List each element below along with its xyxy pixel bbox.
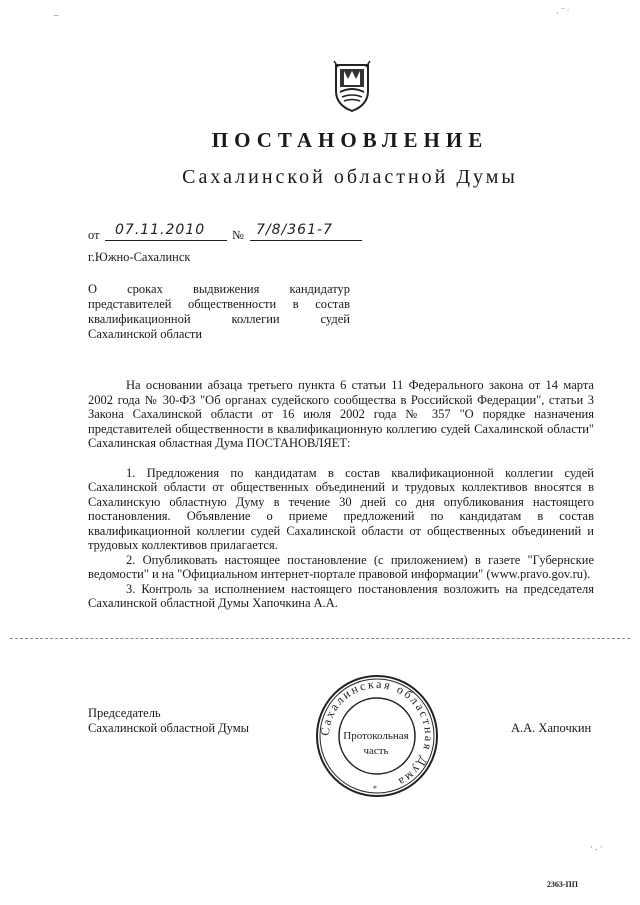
number-field (250, 222, 362, 241)
signature-name: А.А. Хапочкин (511, 721, 592, 735)
signature-position (88, 706, 249, 736)
signature-position-line: Председатель (88, 706, 161, 720)
date-value: 07.11.2010 (115, 222, 206, 238)
item-1-paragraph: 1. Предложения по кандидатам в состав квалификационной коллегии судей Сахалинской области от общественных объединений и трудовых коллективов вносятся в Сахалинскую областную Думу в течение 30 дней со дня опубликования настоящего постановления. Объявление о приеме предложений по кандидатам в состав квалификационной коллегии судей Сахалинской области от общественных объединений и трудовых коллективов прилагается. (88, 465, 594, 552)
document-title: ПОСТАНОВЛЕНИЕ (211, 128, 489, 152)
subject-line: О сроках выдвижения кандидатур (88, 282, 350, 296)
sakhalin-coat-of-arms-icon (330, 57, 374, 113)
number-prefix: № (232, 228, 244, 242)
document-code: 2363-ПП (546, 880, 578, 889)
seal-center-line: часть (363, 745, 389, 757)
official-seal-icon (314, 673, 440, 799)
subject-line: представителей общественности в состав (88, 297, 350, 311)
scan-mark: – (54, 10, 59, 20)
scan-mark: · ‾ ˙ (556, 8, 570, 18)
preamble-paragraph: На основании абзаца третьего пункта 6 статьи 11 Федерального закона от 14 марта 2002 года № 30-ФЗ "Об органах судейского сообщества в Российской Федерации", статьи 3 Закона Сахалинской области от 16 июля 2002 года № 357 "О порядке назначения представителей общественности в квалификационную коллегию судей Сахалинской области" Сахалинская областная Дума ПОСТАНОВЛЯЕТ: (88, 378, 594, 450)
page-fold-line (10, 638, 630, 639)
subject-block (88, 282, 350, 342)
city: г.Южно-Сахалинск (88, 250, 191, 264)
item-3-paragraph: 3. Контроль за исполнением настоящего постановления возложить на председателя Сахалинской областной Думы Хапочкина А.А. (88, 581, 594, 610)
seal-center-line: Протокольная (343, 730, 409, 742)
subject-line: Сахалинской области (88, 327, 203, 341)
seal-ring-text: Сахалинская областная Дума (317, 676, 437, 791)
subject-line: квалификационной коллегии судей (88, 312, 350, 326)
svg-text:*: * (373, 784, 377, 793)
signature-position-line: Сахалинской областной Думы (88, 721, 250, 735)
number-value: 7/8/361-7 (256, 222, 333, 238)
date-prefix: от (88, 228, 100, 242)
item-2-paragraph: 2. Опубликовать настоящее постановление (с приложением) в газете "Губернские ведомости" и на "Официальном интернет-портале правовой информации" (www.pravo.gov.ru). (88, 552, 594, 581)
scan-mark: · . · (590, 842, 603, 852)
document-subtitle: Сахалинской областной Думы (182, 166, 518, 188)
date-field (105, 222, 227, 241)
document-body (88, 378, 594, 611)
